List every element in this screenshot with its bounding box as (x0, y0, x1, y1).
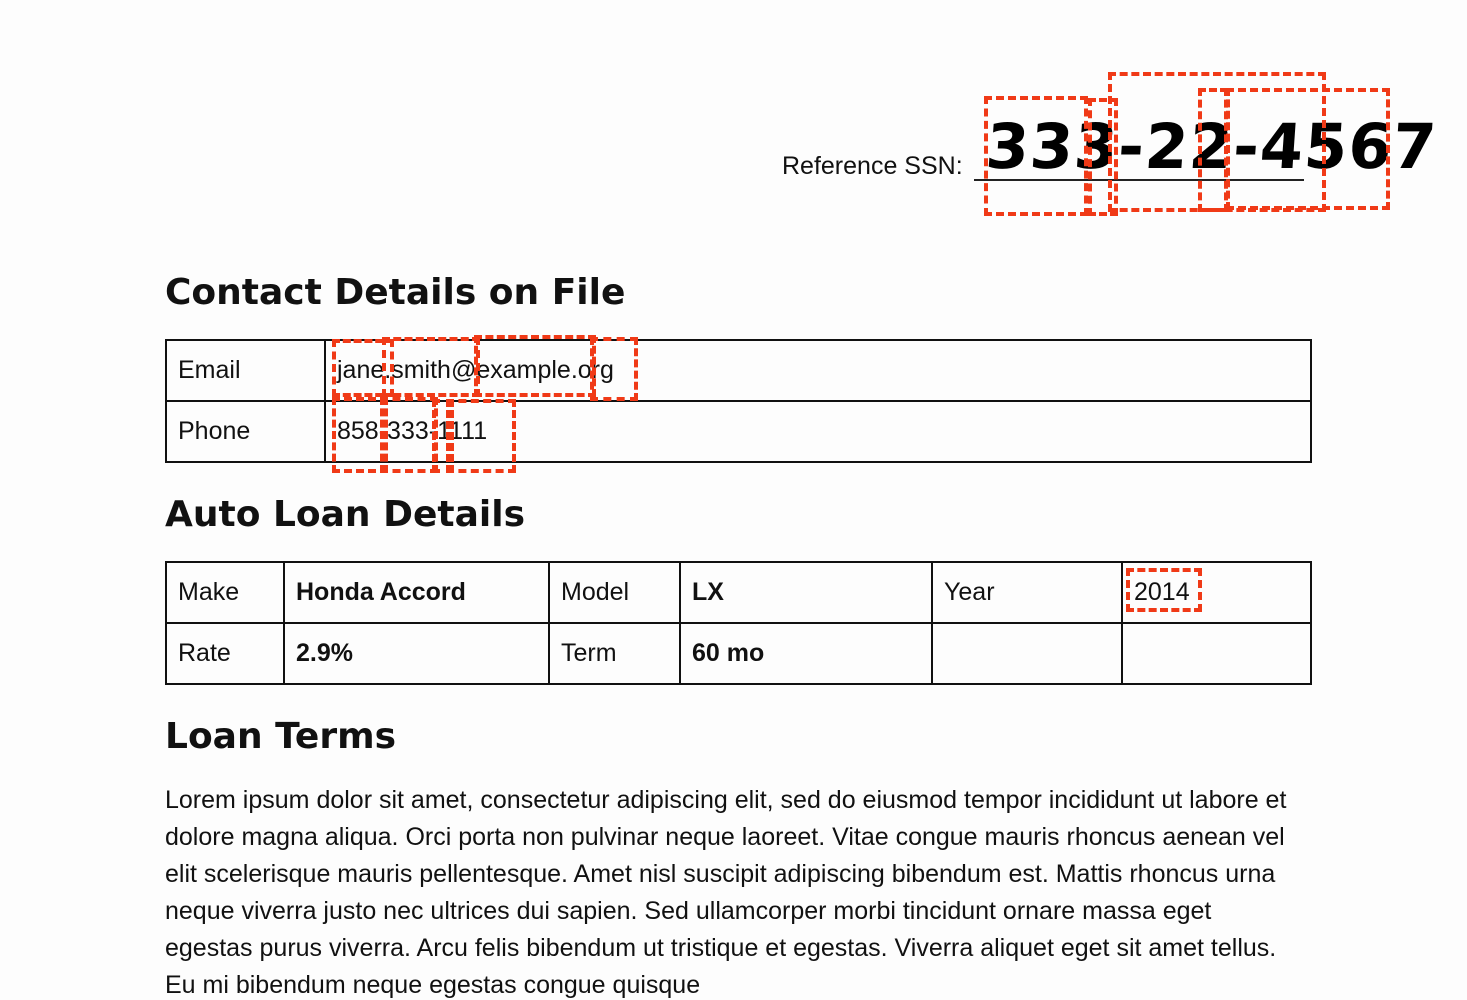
rate-value: 2.9% (284, 623, 549, 684)
ssn-handwritten-value: 333-22-4567 (983, 110, 1440, 183)
phone-value: 858-333-1111 (325, 401, 1311, 462)
email-label: Email (166, 340, 325, 401)
year-label: Year (932, 562, 1122, 623)
term-value: 60 mo (680, 623, 932, 684)
rate-label: Rate (166, 623, 284, 684)
make-value: Honda Accord (284, 562, 549, 623)
redaction-box (1198, 88, 1228, 212)
model-label: Model (549, 562, 680, 623)
redaction-box (446, 399, 516, 473)
loan-terms-paragraph: Lorem ipsum dolor sit amet, consectetur adipiscing elit, sed do eiusmod tempor incididunt ut labore et dolore magna aliqua. Orci porta non pulvinar neque laoreet. Vitae congue mauris rhoncus aenean vel elit scelerisque mauris pellentesque. Amet nisl suscipit adipiscing bibendum est. Mattis rhoncus urna neque viverra justo nec ultrices dui sapien. Sed ullamcorper morbi tincidunt ornare massa eget egestas purus viverra. Arcu felis bibendum ut tristique et egestas. Viverra aliquet eget sit amet tellus. Eu mi bibendum neque egestas congue quisque (165, 786, 1287, 999)
empty-cell (1122, 623, 1311, 684)
model-value: LX (680, 562, 932, 623)
empty-cell (932, 623, 1122, 684)
phone-label: Phone (166, 401, 325, 462)
redaction-box (382, 337, 480, 397)
redaction-box (1126, 568, 1202, 612)
redaction-box (590, 337, 638, 401)
redaction-box (1226, 88, 1390, 210)
year-value: 2014 (1122, 562, 1311, 623)
ssn-label: Reference SSN: (782, 152, 963, 180)
redaction-box (380, 397, 438, 473)
make-label: Make (166, 562, 284, 623)
contact-details-heading: Contact Details on File (165, 272, 626, 313)
loan-terms-heading: Loan Terms (165, 716, 397, 757)
redaction-box (984, 96, 1088, 216)
term-label: Term (549, 623, 680, 684)
email-value: jane.smith@example.org (325, 340, 1311, 401)
redaction-box (474, 335, 596, 397)
auto-loan-heading: Auto Loan Details (165, 494, 525, 535)
table-row (166, 623, 1311, 684)
